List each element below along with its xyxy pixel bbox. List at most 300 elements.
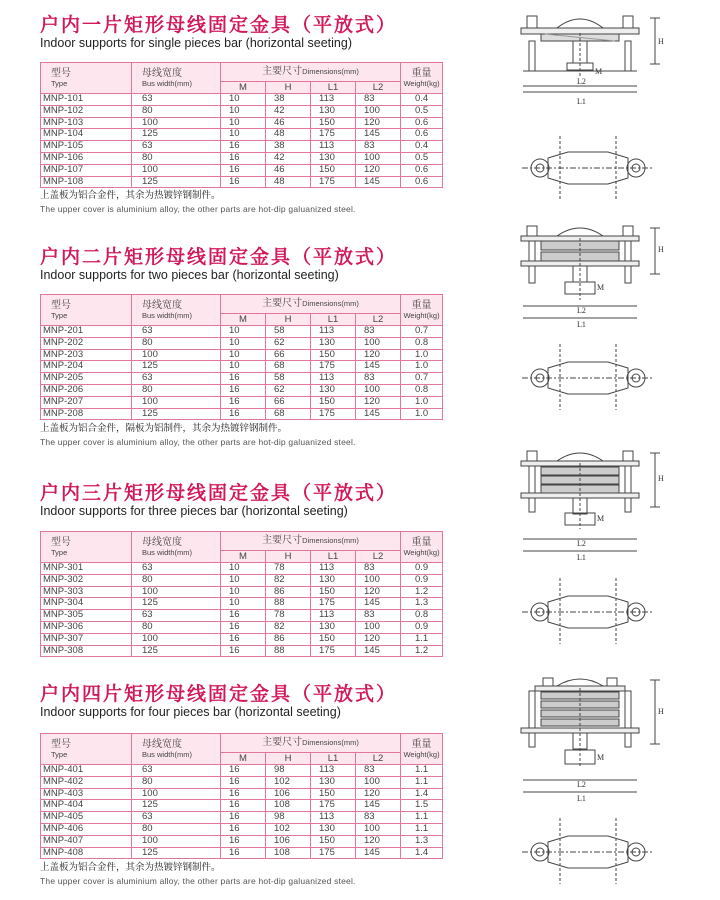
cell-l2: 83 [356,812,401,824]
header-col-m: M [221,314,266,326]
cell-l2: 145 [356,129,401,141]
table-row [41,598,443,610]
cell-h: 78 [266,563,311,575]
cell-h: 86 [266,633,311,645]
header-col-l1: L1 [311,314,356,326]
cell-l1: 130 [311,621,356,633]
cell-h: 42 [266,152,311,164]
cell-weight: 1.0 [401,349,443,361]
cell-m: 16 [221,847,266,859]
cell-type: MNP-306 [41,621,132,633]
cell-h: 102 [266,776,311,788]
cell-l1: 150 [311,633,356,645]
cell-l1: 150 [311,349,356,361]
table-row [41,129,443,141]
cell-weight: 1.0 [401,361,443,373]
cell-h: 82 [266,621,311,633]
cell-h: 68 [266,361,311,373]
header-col-l2: L2 [356,314,401,326]
dim-label-m: M [597,283,605,292]
cell-h: 106 [266,835,311,847]
cell-weight: 1.3 [401,598,443,610]
cell-type: MNP-303 [41,586,132,598]
cell-h: 98 [266,765,311,777]
table-row [41,384,443,396]
cell-h: 86 [266,586,311,598]
header-col-l2: L2 [356,82,401,94]
table-row [41,373,443,385]
cell-l1: 130 [311,574,356,586]
cell-l2: 83 [356,326,401,338]
table-row [41,349,443,361]
table-row [41,326,443,338]
cell-l2: 120 [356,117,401,129]
cell-weight: 0.5 [401,152,443,164]
cell-m: 16 [221,621,266,633]
header-col-h: H [266,82,311,94]
cell-weight: 0.8 [401,610,443,622]
dim-label-l2: L2 [577,77,586,86]
header-bus-width: 母线宽度 Bus width(mm) [132,295,221,326]
cell-m: 16 [221,812,266,824]
header-type: 型号 Type [41,734,132,765]
cell-bus-width: 63 [132,765,221,777]
cell-m: 16 [221,776,266,788]
cell-weight: 1.1 [401,823,443,835]
cell-l1: 150 [311,117,356,129]
table-row [41,563,443,575]
header-col-m: M [221,551,266,563]
cell-bus-width: 63 [132,812,221,824]
cell-type: MNP-307 [41,633,132,645]
cell-weight: 1.0 [401,396,443,408]
cell-bus-width: 100 [132,835,221,847]
header-col-h: H [266,314,311,326]
cell-l1: 150 [311,396,356,408]
header-weight: 重量 Weight(kg) [401,63,443,94]
top-view-drawing-1 [518,128,658,208]
top-view-drawing-2 [518,338,658,418]
cell-l1: 130 [311,776,356,788]
cell-l2: 100 [356,574,401,586]
cell-bus-width: 63 [132,94,221,106]
cell-weight: 1.1 [401,765,443,777]
cell-bus-width: 100 [132,164,221,176]
cell-type: MNP-105 [41,141,132,153]
cell-m: 16 [221,835,266,847]
cell-m: 16 [221,373,266,385]
cell-weight: 1.5 [401,800,443,812]
header-dimensions: 主要尺寸Dimensions(mm) [221,532,401,551]
cell-l2: 145 [356,847,401,859]
cell-bus-width: 63 [132,610,221,622]
spec-table [40,62,443,188]
cell-m: 10 [221,574,266,586]
header-col-h: H [266,551,311,563]
cell-weight: 0.4 [401,141,443,153]
cell-h: 42 [266,105,311,117]
dim-label-h: H [658,37,664,46]
cell-l1: 175 [311,176,356,188]
cell-m: 10 [221,105,266,117]
cell-bus-width: 125 [132,129,221,141]
cell-h: 108 [266,847,311,859]
cell-l1: 175 [311,800,356,812]
cell-type: MNP-207 [41,396,132,408]
cell-l2: 145 [356,408,401,420]
header-col-l1: L1 [311,82,356,94]
cell-weight: 1.3 [401,835,443,847]
header-weight: 重量 Weight(kg) [401,734,443,765]
cell-m: 16 [221,164,266,176]
cell-type: MNP-203 [41,349,132,361]
cell-bus-width: 100 [132,396,221,408]
cell-m: 16 [221,800,266,812]
dim-label-l1: L1 [577,553,586,562]
cell-l2: 100 [356,823,401,835]
cell-h: 58 [266,373,311,385]
cell-type: MNP-206 [41,384,132,396]
cell-l1: 175 [311,645,356,657]
side-view-drawing-3 [515,445,665,563]
cell-bus-width: 125 [132,598,221,610]
header-type: 型号 Type [41,295,132,326]
header-col-l1: L1 [311,551,356,563]
cell-weight: 0.7 [401,373,443,385]
cell-bus-width: 100 [132,788,221,800]
header-col-l2: L2 [356,551,401,563]
cell-l1: 113 [311,373,356,385]
table-row [41,765,443,777]
cell-type: MNP-103 [41,117,132,129]
cell-type: MNP-407 [41,835,132,847]
cell-type: MNP-106 [41,152,132,164]
dim-label-l2: L2 [577,539,586,548]
cell-bus-width: 63 [132,373,221,385]
cell-l2: 120 [356,349,401,361]
header-type: 型号 Type [41,63,132,94]
cell-m: 16 [221,152,266,164]
cell-l1: 130 [311,152,356,164]
cell-weight: 0.9 [401,574,443,586]
cell-bus-width: 125 [132,800,221,812]
cell-m: 10 [221,361,266,373]
dim-label-h: H [658,245,664,254]
cell-m: 16 [221,384,266,396]
table-row [41,574,443,586]
section-title: 户内三片矩形母线固定金具（平放式） [40,482,398,504]
table-row [41,408,443,420]
cell-weight: 1.2 [401,586,443,598]
table-row [41,164,443,176]
cell-l2: 145 [356,361,401,373]
dim-label-l1: L1 [577,97,586,106]
table-body [41,765,443,859]
cell-h: 98 [266,812,311,824]
spec-table [40,733,443,859]
dim-label-l1: L1 [577,794,586,803]
cell-type: MNP-301 [41,563,132,575]
dim-label-l1: L1 [577,320,586,329]
dim-label-l2: L2 [577,306,586,315]
cell-l1: 113 [311,563,356,575]
cell-l1: 150 [311,788,356,800]
cell-l2: 120 [356,835,401,847]
cell-type: MNP-204 [41,361,132,373]
section-title: 户内一片矩形母线固定金具（平放式） [40,14,398,36]
cell-l1: 175 [311,361,356,373]
table-row [41,396,443,408]
side-view-drawing-1 [515,8,665,108]
table-row [41,823,443,835]
table-body [41,94,443,188]
dim-label-m: M [597,753,605,762]
cell-type: MNP-205 [41,373,132,385]
cell-type: MNP-202 [41,337,132,349]
cell-l1: 113 [311,326,356,338]
header-bus-width: 母线宽度 Bus width(mm) [132,63,221,94]
table-body [41,563,443,657]
cell-l1: 113 [311,94,356,106]
cell-h: 58 [266,326,311,338]
material-note-zh: 上盖板为铝合金件，隔板为铝制件，其余为热镀锌钢制件。 [40,423,288,434]
cell-l1: 150 [311,835,356,847]
cell-weight: 0.7 [401,326,443,338]
cell-weight: 1.1 [401,776,443,788]
cell-weight: 1.1 [401,812,443,824]
cell-l2: 83 [356,94,401,106]
table-row [41,835,443,847]
side-view-drawing-4 [515,672,665,804]
cell-l2: 100 [356,384,401,396]
cell-weight: 0.4 [401,94,443,106]
cell-l2: 120 [356,396,401,408]
cell-bus-width: 80 [132,621,221,633]
cell-weight: 0.8 [401,384,443,396]
header-bus-width: 母线宽度 Bus width(mm) [132,532,221,563]
top-view-drawing-4 [518,812,658,892]
cell-m: 16 [221,176,266,188]
cell-type: MNP-208 [41,408,132,420]
cell-type: MNP-302 [41,574,132,586]
cell-weight: 0.9 [401,563,443,575]
cell-type: MNP-108 [41,176,132,188]
cell-l2: 100 [356,776,401,788]
cell-type: MNP-104 [41,129,132,141]
cell-m: 10 [221,337,266,349]
cell-l2: 120 [356,164,401,176]
cell-bus-width: 125 [132,176,221,188]
table-row [41,800,443,812]
table-row [41,152,443,164]
section-title: 户内四片矩形母线固定金具（平放式） [40,683,398,705]
cell-type: MNP-402 [41,776,132,788]
cell-weight: 1.4 [401,847,443,859]
cell-m: 16 [221,633,266,645]
cell-type: MNP-102 [41,105,132,117]
material-note-zh: 上盖板为铝合金件，其余为热镀锌钢制件。 [40,190,221,201]
cell-bus-width: 80 [132,105,221,117]
cell-weight: 1.0 [401,408,443,420]
dim-label-h: H [658,474,664,483]
cell-bus-width: 63 [132,141,221,153]
section-title: 户内二片矩形母线固定金具（平放式） [40,246,398,268]
cell-l2: 120 [356,586,401,598]
cell-h: 66 [266,349,311,361]
cell-bus-width: 80 [132,384,221,396]
table-row [41,337,443,349]
cell-m: 10 [221,117,266,129]
cell-h: 88 [266,598,311,610]
top-view-drawing-3 [518,572,658,652]
cell-l2: 120 [356,788,401,800]
cell-h: 108 [266,800,311,812]
side-view-drawing-2 [515,220,665,332]
cell-bus-width: 80 [132,337,221,349]
section-subtitle: Indoor supports for four pieces bar (horizontal seeting) [40,705,341,719]
cell-l1: 113 [311,141,356,153]
cell-bus-width: 125 [132,645,221,657]
cell-h: 38 [266,141,311,153]
cell-bus-width: 80 [132,776,221,788]
spec-table [40,531,443,657]
cell-m: 16 [221,610,266,622]
material-note-en: The upper cover is aluminium alloy, the other parts are hot-dip galuanized steel. [40,876,356,886]
cell-h: 102 [266,823,311,835]
cell-h: 46 [266,117,311,129]
cell-type: MNP-101 [41,94,132,106]
cell-l2: 83 [356,563,401,575]
cell-l1: 175 [311,129,356,141]
header-type: 型号 Type [41,532,132,563]
cell-h: 68 [266,408,311,420]
cell-bus-width: 63 [132,563,221,575]
cell-weight: 1.2 [401,645,443,657]
table-row [41,610,443,622]
dim-label-m: M [595,67,603,76]
table-row [41,141,443,153]
dim-label-m: M [597,514,605,523]
table-row [41,633,443,645]
header-dimensions: 主要尺寸Dimensions(mm) [221,63,401,82]
cell-l1: 150 [311,164,356,176]
cell-l2: 145 [356,645,401,657]
material-note-zh: 上盖板为铝合金件，其余为热镀锌钢制件。 [40,862,221,873]
cell-type: MNP-308 [41,645,132,657]
cell-l1: 130 [311,337,356,349]
header-bus-width: 母线宽度 Bus width(mm) [132,734,221,765]
cell-l1: 175 [311,847,356,859]
cell-m: 16 [221,408,266,420]
section-subtitle: Indoor supports for three pieces bar (horizontal seeting) [40,504,348,518]
cell-l1: 113 [311,610,356,622]
cell-h: 66 [266,396,311,408]
cell-l2: 145 [356,598,401,610]
cell-m: 10 [221,563,266,575]
cell-l1: 150 [311,586,356,598]
cell-bus-width: 125 [132,408,221,420]
dim-label-h: H [658,707,664,716]
cell-l2: 83 [356,610,401,622]
cell-l1: 175 [311,408,356,420]
cell-l1: 130 [311,823,356,835]
table-row [41,117,443,129]
cell-m: 10 [221,586,266,598]
cell-type: MNP-404 [41,800,132,812]
table-row [41,94,443,106]
table-row [41,176,443,188]
cell-h: 38 [266,94,311,106]
cell-h: 48 [266,129,311,141]
cell-l1: 113 [311,812,356,824]
table-row [41,586,443,598]
table-row [41,105,443,117]
cell-type: MNP-403 [41,788,132,800]
cell-h: 48 [266,176,311,188]
header-weight: 重量 Weight(kg) [401,532,443,563]
cell-weight: 0.6 [401,164,443,176]
material-note-en: The upper cover is aluminium alloy, the other parts are hot-dip galuanized steel. [40,204,356,214]
cell-type: MNP-304 [41,598,132,610]
cell-l2: 83 [356,765,401,777]
cell-bus-width: 125 [132,847,221,859]
cell-bus-width: 63 [132,326,221,338]
cell-l2: 120 [356,633,401,645]
table-row [41,847,443,859]
cell-bus-width: 80 [132,152,221,164]
table-body [41,326,443,420]
header-col-m: M [221,753,266,765]
cell-type: MNP-201 [41,326,132,338]
cell-l1: 175 [311,598,356,610]
cell-weight: 1.4 [401,788,443,800]
cell-bus-width: 100 [132,349,221,361]
cell-l2: 83 [356,141,401,153]
cell-h: 46 [266,164,311,176]
header-col-m: M [221,82,266,94]
header-weight: 重量 Weight(kg) [401,295,443,326]
cell-h: 62 [266,337,311,349]
cell-h: 78 [266,610,311,622]
cell-weight: 0.8 [401,337,443,349]
cell-type: MNP-305 [41,610,132,622]
spec-table [40,294,443,420]
cell-bus-width: 125 [132,361,221,373]
header-col-l2: L2 [356,753,401,765]
cell-l2: 100 [356,621,401,633]
cell-l2: 145 [356,800,401,812]
cell-m: 10 [221,129,266,141]
cell-bus-width: 80 [132,823,221,835]
cell-bus-width: 100 [132,117,221,129]
cell-m: 16 [221,645,266,657]
cell-h: 106 [266,788,311,800]
cell-l1: 130 [311,384,356,396]
cell-weight: 0.6 [401,176,443,188]
cell-h: 82 [266,574,311,586]
cell-l1: 130 [311,105,356,117]
cell-l2: 100 [356,105,401,117]
dim-label-l2: L2 [577,780,586,789]
cell-weight: 0.6 [401,129,443,141]
cell-type: MNP-401 [41,765,132,777]
cell-weight: 0.6 [401,117,443,129]
cell-type: MNP-405 [41,812,132,824]
cell-h: 62 [266,384,311,396]
section-subtitle: Indoor supports for single pieces bar (horizontal seeting) [40,36,352,50]
cell-m: 10 [221,349,266,361]
cell-l2: 83 [356,373,401,385]
